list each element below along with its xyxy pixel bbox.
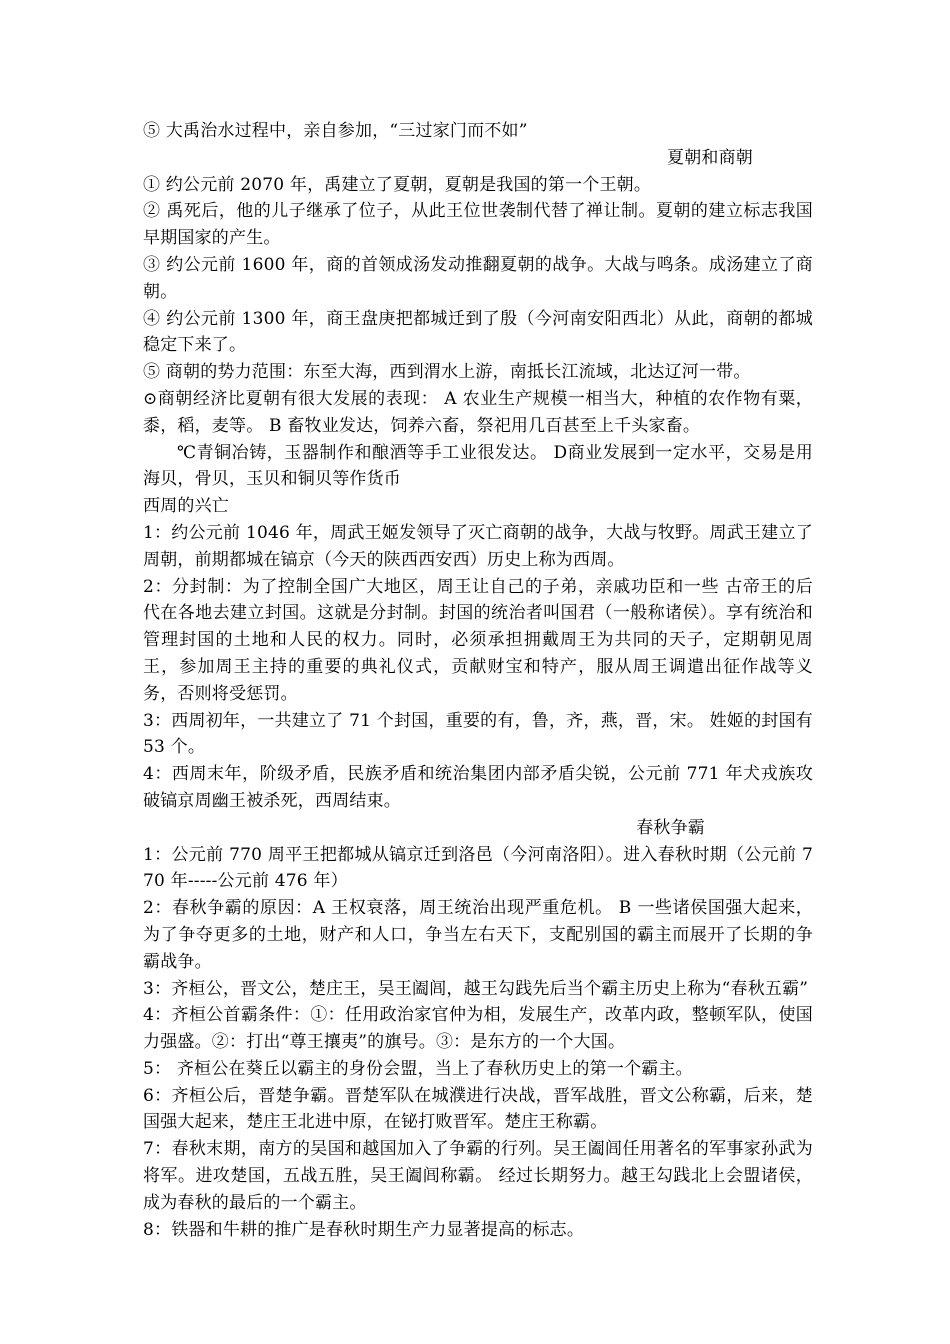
list-item: 1：公元前 770 周平王把都城从镐京迁到洛邑（今河南洛阳）。进入春秋时期（公元前 770 年-----公元前 476 年） xyxy=(143,844,813,892)
list-item: 2：春秋争霸的原因：A 王权衰落，周王统治出现严重危机。 B 一些诸侯国强大起来，为了争夺更多的土地，财产和人口，争当左右天下，支配别国的霸主而展开了长期的争霸战争。 xyxy=(143,898,813,972)
list-item: ⊙商朝经济比夏朝有很大发展的表现： A 农业生产规模一相当大，种植的农作物有粟，黍，稻，麦等。 B 畜牧业发达，饲养六畜，祭祀用几百甚至上千头家畜。 xyxy=(143,388,813,436)
list-item: 6：齐桓公后，晋楚争霸。晋楚军队在城濮进行决战，晋军战胜，晋文公称霸，后来，楚国强大起来，楚庄王北进中原，在铋打败晋军。楚庄王称霸。 xyxy=(143,1085,813,1133)
document-body xyxy=(143,118,813,1243)
list-item: 4：齐桓公首霸条件：①：任用政治家官仲为相，发展生产，改革内政，整顿军队，使国力强盛。②：打出“尊王攘夷”的旗号。③：是东方的一个大国。 xyxy=(143,1005,813,1053)
list-item: 3：西周初年，一共建立了 71 个封国，重要的有，鲁，齐，燕，晋，宋。 姓姬的封国有 53 个。 xyxy=(143,710,813,758)
section-heading-western-zhou: 西周的兴亡 xyxy=(143,496,229,517)
list-item: 1：约公元前 1046 年，周武王姬发领导了灭亡商朝的战争，大战与牧野。周武王建立了周朝，前期都城在镐京（今天的陕西西安西）历史上称为西周。 xyxy=(143,522,813,570)
list-item: ⑤ 商朝的势力范围：东至大海，西到渭水上游，南抵长江流域，北达辽河一带。 xyxy=(143,362,751,383)
list-item: ② 禹死后，他的儿子继承了位子，从此王位世袭制代替了禅让制。夏朝的建立标志我国早期国家的产生。 xyxy=(143,201,813,249)
list-item: 8：铁器和牛耕的推广是春秋时期生产力显著提高的标志。 xyxy=(143,1219,585,1240)
list-item: 7：春秋末期，南方的吴国和越国加入了争霸的行列。吴王阖闾任用著名的军事家孙武为将军。进攻楚国，五战五胜，吴王阖闾称霸。 经过长期努力。越王勾践北上会盟诸侯，成为春秋的最后的一个霸主。 xyxy=(143,1139,813,1213)
list-item: 2：分封制：为了控制全国广大地区，周王让自己的子弟，亲戚功臣和一些 古帝王的后代在各地去建立封国。这就是分封制。封国的统治者叫国君（一般称诸侯）。享有统治和管理封国的土地和人民的权力。同时，必须承担拥戴周王为共同的天子，定期朝见周王，参加周王主持的重要的典礼仪式，贡献财宝和特产，服从周王调遣出征作战等义务，否则将受惩罚。 xyxy=(143,576,813,704)
list-item: ① 约公元前 2070 年，禹建立了夏朝，夏朝是我国的第一个王朝。 xyxy=(143,174,652,195)
section-heading-spring-autumn: 春秋争霸 xyxy=(636,817,705,838)
list-item: ③ 约公元前 1600 年，商的首领成汤发动推翻夏朝的战争。大战与鸣条。成汤建立了商朝。 xyxy=(143,254,813,302)
intro-line: ⑤ 大禹治水过程中，亲自参加，“三过家门而不如” xyxy=(143,121,528,141)
list-item: ℃青铜冶铸，玉器制作和酿酒等手工业很发达。 D商业发展到一定水平，交易是用海贝，骨贝，玉贝和铜贝等作货币 xyxy=(143,442,813,490)
list-item: 4：西周末年，阶级矛盾，民族矛盾和统治集团内部矛盾尖锐，公元前 771 年犬戎族攻破镐京周幽王被杀死，西周结束。 xyxy=(143,764,813,811)
list-item: 5： 齐桓公在葵丘以霸主的身份会盟，当上了春秋历史上的第一个霸主。 xyxy=(143,1058,693,1079)
section-heading-xia-shang: 夏朝和商朝 xyxy=(667,147,753,168)
list-item: ④ 约公元前 1300 年，商王盘庚把都城迁到了殷（今河南安阳西北）从此，商朝的都城稳定下来了。 xyxy=(143,308,813,356)
list-item: 3：齐桓公，晋文公，楚庄王，吴王阖闾，越王勾践先后当个霸主历史上称为“春秋五霸” xyxy=(143,978,809,999)
